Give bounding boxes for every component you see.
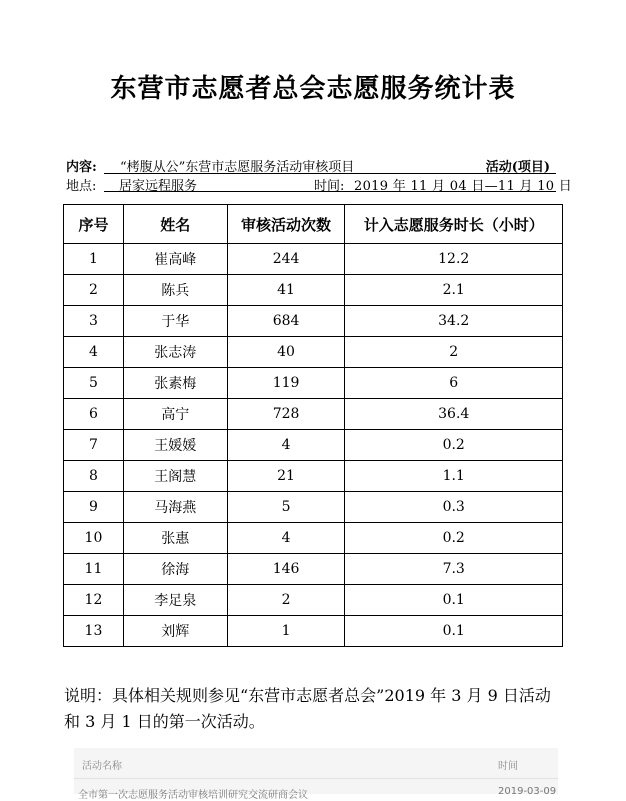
cell-index: 10 <box>64 523 124 554</box>
cell-name: 张志涛 <box>123 337 227 368</box>
cell-name: 王媛媛 <box>123 430 227 461</box>
table-row <box>64 523 563 554</box>
cell-index: 2 <box>64 275 124 306</box>
time-underline <box>348 175 573 194</box>
cell-hours: 0.1 <box>345 585 563 616</box>
col-activity-name: 活动名称 <box>82 761 122 772</box>
content-line <box>66 156 556 174</box>
table-header-row <box>64 205 563 244</box>
note-text: 说明：具体相关规则参见“东营市志愿者总会”2019 年 3 月 9 日活动和 3 月 1 日的第一次活动。 <box>64 686 551 731</box>
table-row <box>64 244 563 275</box>
cell-hours: 6 <box>345 368 563 399</box>
table-row <box>64 554 563 585</box>
cell-hours: 34.2 <box>345 306 563 337</box>
cell-count: 4 <box>227 523 345 554</box>
cell-count: 1 <box>227 616 345 647</box>
content-value: “栲腹从公”东营市志愿服务活动审核项目 <box>120 160 355 175</box>
place-label: 地点: <box>66 179 97 194</box>
cell-hours: 7.3 <box>345 554 563 585</box>
cell-count: 5 <box>227 492 345 523</box>
header-count: 审核活动次数 <box>227 205 345 244</box>
cell-hours: 0.3 <box>345 492 563 523</box>
cell-index: 8 <box>64 461 124 492</box>
cell-index: 11 <box>64 554 124 585</box>
cell-hours: 12.2 <box>345 244 563 275</box>
stats-table <box>63 204 563 647</box>
activity-row-name[interactable]: 全市第一次志愿服务活动审核培训研究交流研商会议 <box>78 790 308 801</box>
cell-hours: 0.1 <box>345 616 563 647</box>
cell-index: 12 <box>64 585 124 616</box>
cell-index: 1 <box>64 244 124 275</box>
place-time-line <box>66 175 573 194</box>
cell-hours: 0.2 <box>345 430 563 461</box>
cell-name: 徐海 <box>123 554 227 585</box>
table-row <box>64 306 563 337</box>
cell-count: 684 <box>227 306 345 337</box>
place-value: 居家远程服务 <box>119 179 198 194</box>
cell-hours: 2.1 <box>345 275 563 306</box>
cell-name: 陈兵 <box>123 275 227 306</box>
cell-index: 3 <box>64 306 124 337</box>
time-label: 时间: <box>314 179 345 194</box>
cell-hours: 0.2 <box>345 523 563 554</box>
table-row <box>64 368 563 399</box>
cell-index: 7 <box>64 430 124 461</box>
table-row <box>64 492 563 523</box>
table-row <box>64 585 563 616</box>
cell-count: 40 <box>227 337 345 368</box>
table-row <box>64 337 563 368</box>
cell-name: 张惠 <box>123 523 227 554</box>
cell-index: 5 <box>64 368 124 399</box>
cell-index: 4 <box>64 337 124 368</box>
col-activity-time: 时间 <box>498 761 518 772</box>
cell-index: 9 <box>64 492 124 523</box>
cell-count: 21 <box>227 461 345 492</box>
header-hours: 计入志愿服务时长（小时） <box>345 205 563 244</box>
cell-count: 41 <box>227 275 345 306</box>
time-value: 2019 年 11 月 04 日—11 月 10 日 <box>354 179 573 194</box>
cell-name: 王阁慧 <box>123 461 227 492</box>
cell-hours: 2 <box>345 337 563 368</box>
cell-hours: 1.1 <box>345 461 563 492</box>
activity-list-preview <box>74 748 558 801</box>
header-index: 序号 <box>64 205 124 244</box>
table-row <box>64 616 563 647</box>
cell-name: 高宁 <box>123 399 227 430</box>
cell-name: 马海燕 <box>123 492 227 523</box>
table-row <box>64 430 563 461</box>
cell-count: 4 <box>227 430 345 461</box>
cell-count: 2 <box>227 585 345 616</box>
page-title: 东营市志愿者总会志愿服务统计表 <box>110 74 516 104</box>
cell-name: 李足泉 <box>123 585 227 616</box>
cell-hours: 36.4 <box>345 399 563 430</box>
cell-count: 119 <box>227 368 345 399</box>
table-row <box>64 399 563 430</box>
cell-count: 244 <box>227 244 345 275</box>
cell-count: 728 <box>227 399 345 430</box>
activity-row-time: 2019-03-09 <box>498 786 557 797</box>
cell-name: 崔高峰 <box>123 244 227 275</box>
activity-label: 活动(项目) <box>485 160 550 175</box>
header-name: 姓名 <box>123 205 227 244</box>
cell-name: 刘辉 <box>123 616 227 647</box>
content-label: 内容: <box>66 160 97 175</box>
cell-name: 张素梅 <box>123 368 227 399</box>
cell-index: 6 <box>64 399 124 430</box>
cell-index: 13 <box>64 616 124 647</box>
cell-name: 于华 <box>123 306 227 337</box>
cell-count: 146 <box>227 554 345 585</box>
activity-list-header <box>74 748 558 779</box>
table-row <box>64 275 563 306</box>
table-row <box>64 461 563 492</box>
